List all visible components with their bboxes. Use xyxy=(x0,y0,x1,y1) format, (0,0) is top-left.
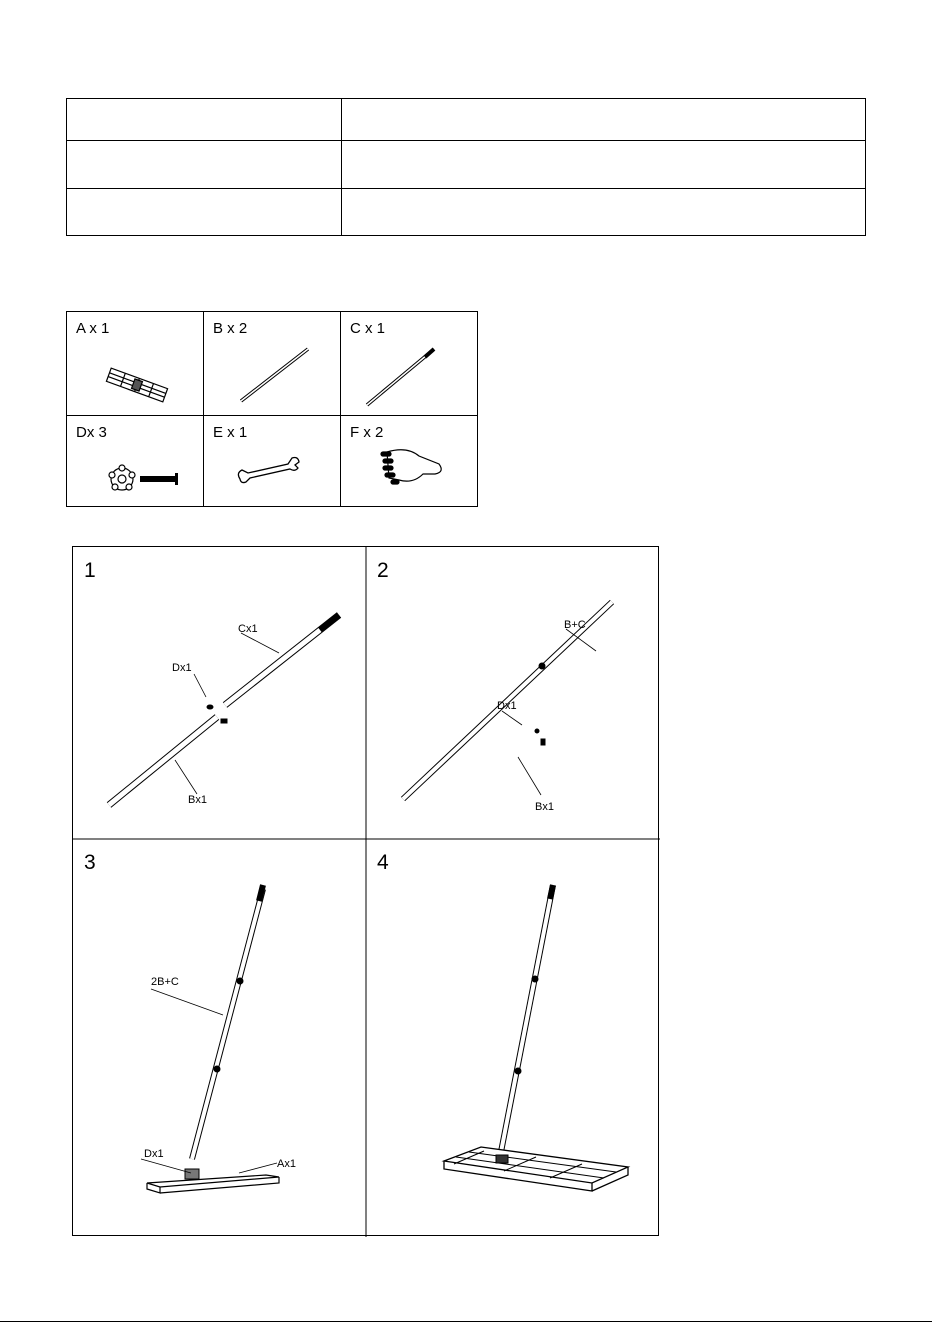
pole-with-grip-icon xyxy=(341,312,477,416)
step-3-illustration xyxy=(73,839,366,1237)
callout: Dx1 xyxy=(144,1148,164,1160)
step-4 xyxy=(366,839,660,1237)
part-d xyxy=(67,416,204,506)
step-number: 2 xyxy=(377,559,389,582)
part-label: Dx 3 xyxy=(76,424,107,441)
step-3 xyxy=(73,839,366,1237)
step-1-illustration xyxy=(73,547,366,839)
callout: Bx1 xyxy=(535,801,554,813)
part-label: E x 1 xyxy=(213,424,248,441)
step-4-illustration xyxy=(366,839,660,1237)
step-number: 3 xyxy=(84,851,96,874)
step-1 xyxy=(73,547,366,839)
table-cell-value xyxy=(342,99,866,141)
step-2-illustration xyxy=(366,547,660,839)
part-a xyxy=(67,312,204,416)
table-row xyxy=(67,141,866,189)
part-f xyxy=(341,416,477,506)
table-cell-label xyxy=(67,141,342,189)
page-bottom-rule xyxy=(0,1321,932,1322)
part-label: A x 1 xyxy=(76,320,110,337)
table-cell-label xyxy=(67,189,342,236)
part-label: B x 2 xyxy=(213,320,248,337)
part-b xyxy=(204,312,341,416)
assembly-steps xyxy=(72,546,659,1236)
callout: B+C xyxy=(564,619,586,631)
step-2 xyxy=(366,547,660,839)
callout: Bx1 xyxy=(188,794,207,806)
table-cell-value xyxy=(342,189,866,236)
table-cell-label xyxy=(67,99,342,141)
callout: Dx1 xyxy=(172,662,192,674)
wrench-icon xyxy=(204,416,341,506)
base-frame-icon xyxy=(67,312,204,416)
glove-icon xyxy=(341,416,477,506)
table-cell-value xyxy=(342,141,866,189)
part-e xyxy=(204,416,341,506)
part-c xyxy=(341,312,477,416)
table-row xyxy=(67,99,866,141)
knob-bolt-icon xyxy=(67,416,204,506)
table-row xyxy=(67,189,866,236)
specification-table xyxy=(66,98,866,236)
part-label: C x 1 xyxy=(350,320,386,337)
callout: Ax1 xyxy=(277,1158,296,1170)
step-number: 1 xyxy=(84,559,96,582)
callout: Dx1 xyxy=(497,700,517,712)
callout: Cx1 xyxy=(238,623,258,635)
callout: 2B+C xyxy=(151,976,179,988)
pole-icon xyxy=(204,312,341,416)
part-label: F x 2 xyxy=(350,424,384,441)
step-number: 4 xyxy=(377,851,389,874)
parts-list xyxy=(66,311,478,507)
